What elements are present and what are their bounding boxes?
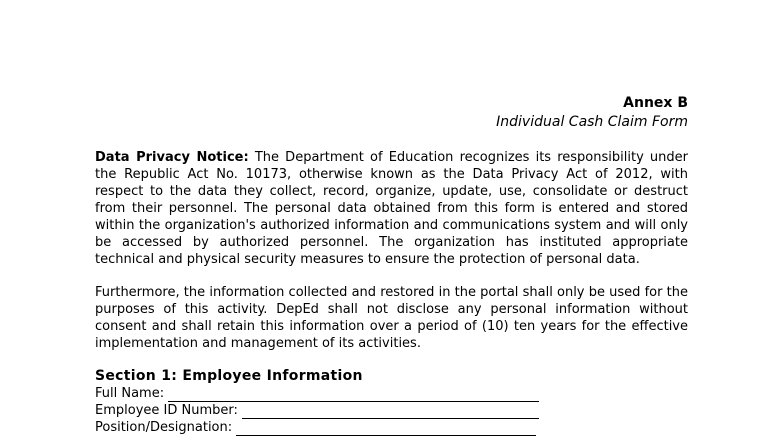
document-body: [95, 149, 688, 436]
annex-header: [496, 94, 688, 132]
employee-id-field: [95, 402, 688, 419]
form-title: Individual Cash Claim Form: [496, 114, 688, 130]
position-input-line[interactable]: [236, 422, 536, 436]
annex-title: Annex B: [623, 95, 688, 111]
position-field: [95, 419, 688, 436]
privacy-text: The Department of Education recognizes its responsibility under the Republic Act No. 10173, otherwise known as the Data Privacy Act of 2012, with respect to the data they collect, record, organize, update, use, consolidate or destruct from their personnel. The personal data obtained from this form is entered and stored within the organization's authorized information and communications system and will only be accessed by authorized personnel. The organization has instituted appropriate technical and physical security measures to ensure the protection of personal data.: [95, 150, 688, 267]
furthermore-paragraph: Furthermore, the information collected and restored in the portal shall only be used for the purposes of this activity. DepEd shall not disclose any personal information without consent and shall retain this information over a period of (10) ten years for the effective implementation and management of its activities.: [95, 285, 688, 351]
position-label: Position/Designation:: [95, 420, 233, 435]
employee-id-label: Employee ID Number:: [95, 403, 238, 418]
employee-id-input-line[interactable]: [242, 405, 539, 419]
full-name-input-line[interactable]: [168, 388, 539, 402]
full-name-label: Full Name:: [95, 386, 165, 401]
full-name-field: [95, 385, 688, 402]
privacy-heading: Data Privacy Notice:: [95, 150, 249, 165]
section-1-title: Section 1: Employee Information: [95, 368, 363, 384]
data-privacy-notice: [95, 149, 688, 268]
